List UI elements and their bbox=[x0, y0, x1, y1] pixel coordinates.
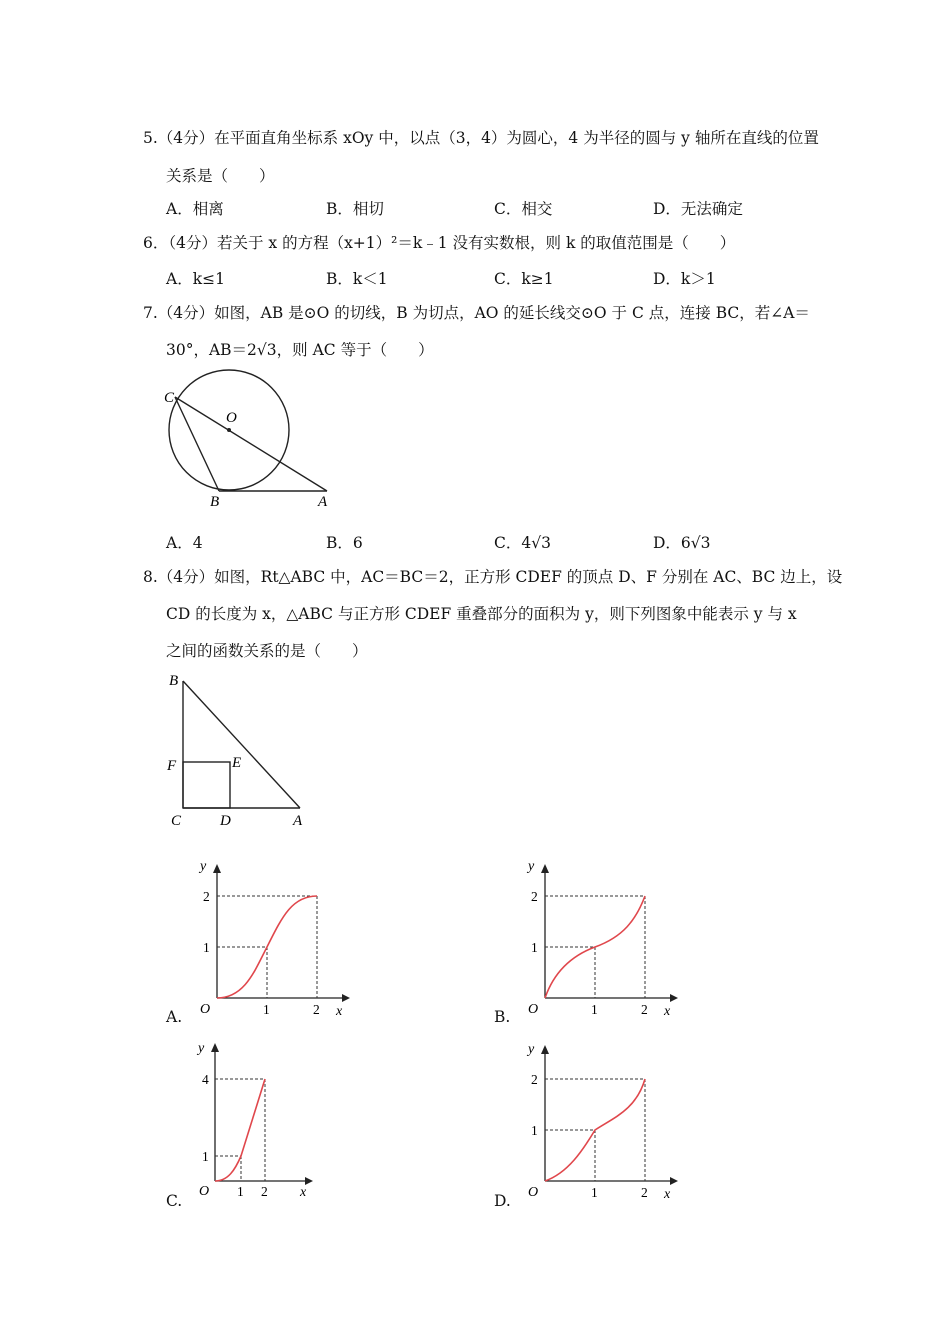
y-tick-1: 1 bbox=[531, 940, 538, 955]
graph-d-letter: D. bbox=[494, 1192, 511, 1210]
x-arrow-icon bbox=[670, 1177, 678, 1185]
q5-option-a: A．相离 bbox=[166, 200, 224, 218]
center-dot bbox=[227, 428, 231, 432]
y-arrow-icon bbox=[213, 864, 221, 873]
q6-option-d: D．k＞1 bbox=[653, 270, 716, 288]
label-f: F bbox=[167, 758, 177, 774]
origin-label: O bbox=[528, 1002, 539, 1017]
y-label: y bbox=[200, 859, 207, 874]
x-tick-2: 2 bbox=[641, 1002, 648, 1017]
q7-option-d: D．6√3 bbox=[653, 534, 711, 552]
graph-d bbox=[518, 1038, 688, 1208]
y-arrow-icon bbox=[541, 1045, 549, 1054]
x-arrow-icon bbox=[342, 994, 350, 1002]
label-b: B bbox=[210, 494, 220, 510]
q5-stem-line2: 关系是（ ） bbox=[166, 167, 275, 185]
curve bbox=[215, 1079, 265, 1181]
y-tick-1: 1 bbox=[202, 1149, 209, 1164]
x-label: x bbox=[300, 1185, 307, 1200]
q7-option-c: C．4√3 bbox=[494, 534, 551, 552]
q7-stem-line1: 7.（4分）如图，AB 是⊙O 的切线，B 为切点，AO 的延长线交⊙O 于 C 点，连接 BC，若∠A＝ bbox=[143, 304, 810, 322]
x-arrow-icon bbox=[305, 1177, 313, 1185]
y-tick-4: 4 bbox=[202, 1072, 209, 1087]
y-arrow-icon bbox=[541, 864, 549, 873]
square-cdef bbox=[183, 762, 230, 808]
q5-stem-line1: 5.（4分）在平面直角坐标系 xOy 中，以点（3，4）为圆心，4 为半径的圆与 y 轴所在直线的位置 bbox=[143, 129, 819, 147]
origin-label: O bbox=[199, 1184, 210, 1199]
y-label: y bbox=[528, 859, 535, 874]
q7-circle-figure bbox=[150, 360, 350, 520]
q6-option-a: A．k≤1 bbox=[166, 270, 225, 288]
x-label: x bbox=[664, 1004, 671, 1019]
x-tick-1: 1 bbox=[591, 1002, 598, 1017]
origin-label: O bbox=[528, 1185, 539, 1200]
y-tick-2: 2 bbox=[531, 889, 538, 904]
y-tick-1: 1 bbox=[203, 940, 210, 955]
x-tick-1: 1 bbox=[263, 1002, 270, 1017]
y-label: y bbox=[528, 1042, 535, 1057]
side-ab bbox=[183, 681, 300, 808]
q6-stem: 6．（4分）若关于 x 的方程（x+1）²＝k﹣1 没有实数根，则 k 的取值范围是（ ） bbox=[143, 234, 736, 252]
q5-option-d: D．无法确定 bbox=[653, 200, 743, 218]
x-tick-2: 2 bbox=[313, 1002, 320, 1017]
graph-c bbox=[190, 1038, 330, 1208]
x-tick-1: 1 bbox=[591, 1185, 598, 1200]
y-arrow-icon bbox=[211, 1043, 219, 1052]
q7-option-b: B．6 bbox=[326, 534, 363, 552]
x-label: x bbox=[336, 1004, 343, 1019]
x-tick-2: 2 bbox=[641, 1185, 648, 1200]
graph-b-letter: B. bbox=[494, 1008, 511, 1026]
q5-option-c: C．相交 bbox=[494, 200, 553, 218]
q8-stem-line3: 之间的函数关系的是（ ） bbox=[166, 642, 368, 660]
label-c: C bbox=[171, 813, 182, 829]
q8-triangle-figure bbox=[160, 668, 320, 833]
graph-a-letter: A. bbox=[166, 1008, 183, 1026]
graph-a bbox=[190, 855, 360, 1025]
line-ca bbox=[175, 397, 327, 491]
q5-option-b: B．相切 bbox=[326, 200, 384, 218]
x-arrow-icon bbox=[670, 994, 678, 1002]
x-label: x bbox=[664, 1187, 671, 1202]
q6-option-c: C．k≥1 bbox=[494, 270, 554, 288]
label-b: B bbox=[169, 673, 179, 689]
y-label: y bbox=[198, 1041, 205, 1056]
origin-label: O bbox=[200, 1002, 211, 1017]
q8-stem-line1: 8.（4分）如图，Rt△ABC 中，AC＝BC＝2，正方形 CDEF 的顶点 D、F 分别在 AC、BC 边上，设 bbox=[143, 568, 843, 586]
label-c: C bbox=[164, 390, 175, 406]
q7-stem-line2: 30°，AB＝2√3，则 AC 等于（ ） bbox=[166, 341, 434, 359]
y-tick-2: 2 bbox=[203, 889, 210, 904]
y-tick-1: 1 bbox=[531, 1123, 538, 1138]
graph-b bbox=[518, 855, 688, 1025]
q7-option-a: A．4 bbox=[166, 534, 203, 552]
x-tick-1: 1 bbox=[237, 1184, 244, 1199]
q6-option-b: B．k＜1 bbox=[326, 270, 388, 288]
label-d: D bbox=[220, 813, 231, 829]
label-a: A bbox=[293, 813, 303, 829]
q8-stem-line2: CD 的长度为 x，△ABC 与正方形 CDEF 重叠部分的面积为 y，则下列图象中能表示 y 与 x bbox=[166, 605, 797, 623]
y-tick-2: 2 bbox=[531, 1072, 538, 1087]
x-tick-2: 2 bbox=[261, 1184, 268, 1199]
graph-c-letter: C. bbox=[166, 1192, 183, 1210]
label-e: E bbox=[232, 755, 242, 771]
label-o: O bbox=[226, 410, 237, 426]
label-a: A bbox=[318, 494, 328, 510]
